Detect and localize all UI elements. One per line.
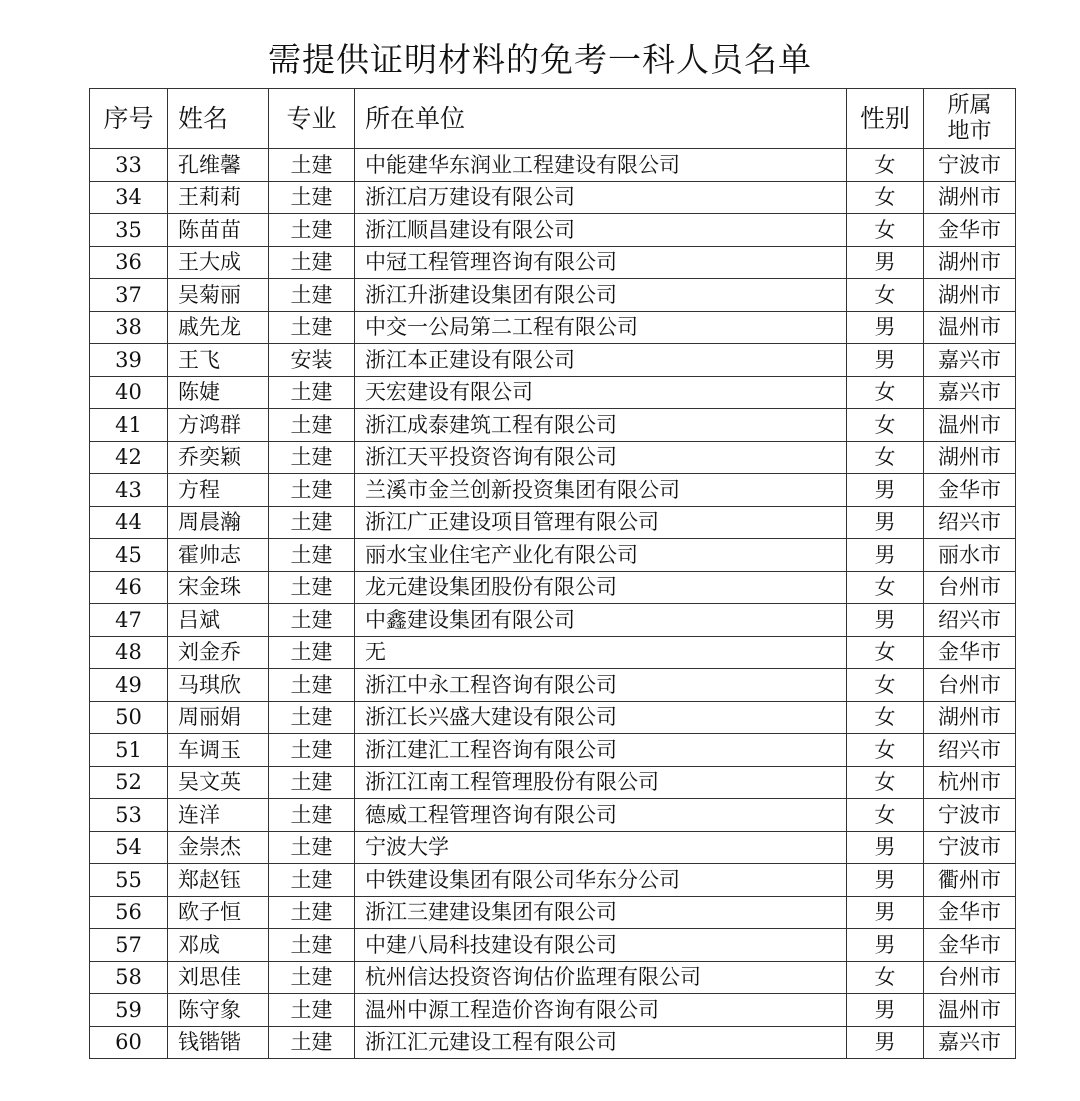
table-row bbox=[90, 669, 1016, 702]
cell-city: 金华市 bbox=[924, 896, 1016, 929]
cell-specialty: 土建 bbox=[269, 409, 355, 442]
cell-city: 宁波市 bbox=[924, 799, 1016, 832]
table-row bbox=[90, 994, 1016, 1027]
cell-name: 方程 bbox=[168, 474, 269, 507]
cell-city: 绍兴市 bbox=[924, 506, 1016, 539]
cell-specialty: 土建 bbox=[269, 604, 355, 637]
cell-specialty: 土建 bbox=[269, 149, 355, 182]
cell-seq: 51 bbox=[90, 734, 168, 767]
table-row bbox=[90, 409, 1016, 442]
cell-specialty: 安装 bbox=[269, 344, 355, 377]
header-city-line1: 所属 bbox=[947, 92, 992, 118]
cell-specialty: 土建 bbox=[269, 181, 355, 214]
cell-name: 吴文英 bbox=[168, 766, 269, 799]
cell-unit: 中交一公局第二工程有限公司 bbox=[355, 311, 847, 344]
cell-gender: 男 bbox=[847, 344, 924, 377]
cell-unit: 温州中源工程造价咨询有限公司 bbox=[355, 994, 847, 1027]
table-row bbox=[90, 279, 1016, 312]
cell-gender: 女 bbox=[847, 214, 924, 247]
cell-unit: 浙江启万建设有限公司 bbox=[355, 181, 847, 214]
cell-name: 金崇杰 bbox=[168, 831, 269, 864]
cell-unit: 德威工程管理咨询有限公司 bbox=[355, 799, 847, 832]
cell-city: 宁波市 bbox=[924, 149, 1016, 182]
cell-unit: 中鑫建设集团有限公司 bbox=[355, 604, 847, 637]
table-row bbox=[90, 636, 1016, 669]
cell-seq: 39 bbox=[90, 344, 168, 377]
cell-unit: 中冠工程管理咨询有限公司 bbox=[355, 246, 847, 279]
cell-city: 绍兴市 bbox=[924, 604, 1016, 637]
cell-unit: 中能建华东润业工程建设有限公司 bbox=[355, 149, 847, 182]
cell-name: 连洋 bbox=[168, 799, 269, 832]
cell-gender: 女 bbox=[847, 734, 924, 767]
cell-unit: 浙江升浙建设集团有限公司 bbox=[355, 279, 847, 312]
cell-gender: 女 bbox=[847, 279, 924, 312]
table-row bbox=[90, 929, 1016, 962]
cell-seq: 45 bbox=[90, 539, 168, 572]
header-city bbox=[924, 89, 1016, 149]
cell-gender: 女 bbox=[847, 149, 924, 182]
cell-name: 郑赵钰 bbox=[168, 864, 269, 897]
cell-specialty: 土建 bbox=[269, 734, 355, 767]
cell-gender: 女 bbox=[847, 669, 924, 702]
header-specialty: 专业 bbox=[269, 89, 355, 149]
cell-seq: 57 bbox=[90, 929, 168, 962]
cell-unit: 浙江长兴盛大建设有限公司 bbox=[355, 701, 847, 734]
cell-gender: 男 bbox=[847, 864, 924, 897]
cell-specialty: 土建 bbox=[269, 441, 355, 474]
cell-unit: 天宏建设有限公司 bbox=[355, 376, 847, 409]
cell-city: 温州市 bbox=[924, 994, 1016, 1027]
cell-gender: 男 bbox=[847, 311, 924, 344]
cell-name: 王飞 bbox=[168, 344, 269, 377]
personnel-table bbox=[89, 88, 1016, 1059]
cell-specialty: 土建 bbox=[269, 896, 355, 929]
table-row bbox=[90, 376, 1016, 409]
cell-specialty: 土建 bbox=[269, 831, 355, 864]
cell-seq: 34 bbox=[90, 181, 168, 214]
cell-name: 周晨瀚 bbox=[168, 506, 269, 539]
cell-seq: 52 bbox=[90, 766, 168, 799]
cell-unit: 无 bbox=[355, 636, 847, 669]
table-row bbox=[90, 961, 1016, 994]
cell-gender: 女 bbox=[847, 766, 924, 799]
table-header-row bbox=[90, 89, 1016, 149]
cell-specialty: 土建 bbox=[269, 864, 355, 897]
cell-seq: 40 bbox=[90, 376, 168, 409]
cell-seq: 60 bbox=[90, 1026, 168, 1059]
cell-unit: 丽水宝业住宅产业化有限公司 bbox=[355, 539, 847, 572]
table-body bbox=[90, 149, 1016, 1059]
cell-unit: 浙江三建建设集团有限公司 bbox=[355, 896, 847, 929]
table-row bbox=[90, 311, 1016, 344]
cell-seq: 58 bbox=[90, 961, 168, 994]
cell-name: 车调玉 bbox=[168, 734, 269, 767]
cell-gender: 女 bbox=[847, 441, 924, 474]
cell-seq: 42 bbox=[90, 441, 168, 474]
cell-city: 绍兴市 bbox=[924, 734, 1016, 767]
header-seq: 序号 bbox=[90, 89, 168, 149]
table-row bbox=[90, 149, 1016, 182]
cell-unit: 兰溪市金兰创新投资集团有限公司 bbox=[355, 474, 847, 507]
cell-gender: 男 bbox=[847, 1026, 924, 1059]
cell-name: 乔奕颖 bbox=[168, 441, 269, 474]
cell-seq: 48 bbox=[90, 636, 168, 669]
cell-gender: 男 bbox=[847, 994, 924, 1027]
cell-seq: 54 bbox=[90, 831, 168, 864]
cell-seq: 49 bbox=[90, 669, 168, 702]
table-row bbox=[90, 864, 1016, 897]
cell-specialty: 土建 bbox=[269, 474, 355, 507]
table-row bbox=[90, 539, 1016, 572]
cell-unit: 中建八局科技建设有限公司 bbox=[355, 929, 847, 962]
cell-specialty: 土建 bbox=[269, 539, 355, 572]
cell-specialty: 土建 bbox=[269, 994, 355, 1027]
cell-gender: 男 bbox=[847, 474, 924, 507]
cell-name: 刘思佳 bbox=[168, 961, 269, 994]
cell-name: 邓成 bbox=[168, 929, 269, 962]
cell-city: 台州市 bbox=[924, 571, 1016, 604]
cell-unit: 浙江顺昌建设有限公司 bbox=[355, 214, 847, 247]
header-name: 姓名 bbox=[168, 89, 269, 149]
cell-name: 刘金乔 bbox=[168, 636, 269, 669]
cell-seq: 41 bbox=[90, 409, 168, 442]
cell-name: 宋金珠 bbox=[168, 571, 269, 604]
header-unit: 所在单位 bbox=[355, 89, 847, 149]
cell-city: 金华市 bbox=[924, 474, 1016, 507]
cell-city: 温州市 bbox=[924, 311, 1016, 344]
cell-city: 嘉兴市 bbox=[924, 344, 1016, 377]
cell-city: 丽水市 bbox=[924, 539, 1016, 572]
table-row bbox=[90, 896, 1016, 929]
cell-city: 衢州市 bbox=[924, 864, 1016, 897]
cell-city: 嘉兴市 bbox=[924, 1026, 1016, 1059]
cell-name: 钱锴锴 bbox=[168, 1026, 269, 1059]
cell-city: 宁波市 bbox=[924, 831, 1016, 864]
cell-name: 霍帅志 bbox=[168, 539, 269, 572]
cell-city: 湖州市 bbox=[924, 279, 1016, 312]
cell-specialty: 土建 bbox=[269, 799, 355, 832]
document-title: 需提供证明材料的免考一科人员名单 bbox=[268, 40, 812, 79]
table-row bbox=[90, 604, 1016, 637]
cell-specialty: 土建 bbox=[269, 214, 355, 247]
cell-seq: 56 bbox=[90, 896, 168, 929]
cell-seq: 33 bbox=[90, 149, 168, 182]
table-row bbox=[90, 799, 1016, 832]
cell-seq: 36 bbox=[90, 246, 168, 279]
table-row bbox=[90, 506, 1016, 539]
cell-unit: 浙江广正建设项目管理有限公司 bbox=[355, 506, 847, 539]
cell-name: 周丽娟 bbox=[168, 701, 269, 734]
cell-name: 陈婕 bbox=[168, 376, 269, 409]
cell-unit: 浙江中永工程咨询有限公司 bbox=[355, 669, 847, 702]
cell-city: 金华市 bbox=[924, 636, 1016, 669]
cell-seq: 46 bbox=[90, 571, 168, 604]
cell-unit: 浙江建汇工程咨询有限公司 bbox=[355, 734, 847, 767]
cell-seq: 43 bbox=[90, 474, 168, 507]
cell-specialty: 土建 bbox=[269, 246, 355, 279]
table-row bbox=[90, 571, 1016, 604]
cell-gender: 女 bbox=[847, 636, 924, 669]
cell-city: 杭州市 bbox=[924, 766, 1016, 799]
cell-name: 陈苗苗 bbox=[168, 214, 269, 247]
cell-name: 王大成 bbox=[168, 246, 269, 279]
cell-city: 湖州市 bbox=[924, 441, 1016, 474]
cell-specialty: 土建 bbox=[269, 701, 355, 734]
cell-unit: 浙江本正建设有限公司 bbox=[355, 344, 847, 377]
cell-name: 吕斌 bbox=[168, 604, 269, 637]
table-row bbox=[90, 701, 1016, 734]
table-row bbox=[90, 441, 1016, 474]
cell-city: 湖州市 bbox=[924, 701, 1016, 734]
cell-name: 欧子恒 bbox=[168, 896, 269, 929]
cell-name: 马琪欣 bbox=[168, 669, 269, 702]
cell-seq: 35 bbox=[90, 214, 168, 247]
cell-specialty: 土建 bbox=[269, 311, 355, 344]
cell-specialty: 土建 bbox=[269, 506, 355, 539]
cell-gender: 女 bbox=[847, 181, 924, 214]
table-row bbox=[90, 181, 1016, 214]
cell-unit: 宁波大学 bbox=[355, 831, 847, 864]
cell-unit: 杭州信达投资咨询估价监理有限公司 bbox=[355, 961, 847, 994]
cell-seq: 59 bbox=[90, 994, 168, 1027]
cell-gender: 女 bbox=[847, 571, 924, 604]
cell-name: 陈守象 bbox=[168, 994, 269, 1027]
cell-gender: 男 bbox=[847, 831, 924, 864]
table-row bbox=[90, 344, 1016, 377]
cell-specialty: 土建 bbox=[269, 929, 355, 962]
cell-gender: 男 bbox=[847, 539, 924, 572]
cell-city: 台州市 bbox=[924, 669, 1016, 702]
cell-gender: 女 bbox=[847, 409, 924, 442]
table-row bbox=[90, 246, 1016, 279]
cell-city: 金华市 bbox=[924, 214, 1016, 247]
table-row bbox=[90, 766, 1016, 799]
cell-name: 方鸿群 bbox=[168, 409, 269, 442]
cell-unit: 浙江汇元建设工程有限公司 bbox=[355, 1026, 847, 1059]
cell-gender: 男 bbox=[847, 604, 924, 637]
table-row bbox=[90, 734, 1016, 767]
cell-specialty: 土建 bbox=[269, 669, 355, 702]
cell-specialty: 土建 bbox=[269, 766, 355, 799]
table-row bbox=[90, 1026, 1016, 1059]
cell-gender: 男 bbox=[847, 506, 924, 539]
cell-specialty: 土建 bbox=[269, 571, 355, 604]
cell-specialty: 土建 bbox=[269, 279, 355, 312]
cell-gender: 女 bbox=[847, 961, 924, 994]
cell-unit: 浙江江南工程管理股份有限公司 bbox=[355, 766, 847, 799]
cell-unit: 浙江成泰建筑工程有限公司 bbox=[355, 409, 847, 442]
cell-city: 嘉兴市 bbox=[924, 376, 1016, 409]
cell-specialty: 土建 bbox=[269, 376, 355, 409]
cell-seq: 53 bbox=[90, 799, 168, 832]
cell-city: 金华市 bbox=[924, 929, 1016, 962]
cell-city: 温州市 bbox=[924, 409, 1016, 442]
cell-gender: 女 bbox=[847, 799, 924, 832]
cell-gender: 女 bbox=[847, 701, 924, 734]
cell-gender: 女 bbox=[847, 376, 924, 409]
cell-gender: 男 bbox=[847, 246, 924, 279]
cell-seq: 55 bbox=[90, 864, 168, 897]
cell-unit: 龙元建设集团股份有限公司 bbox=[355, 571, 847, 604]
cell-name: 王莉莉 bbox=[168, 181, 269, 214]
cell-specialty: 土建 bbox=[269, 961, 355, 994]
cell-seq: 38 bbox=[90, 311, 168, 344]
cell-gender: 男 bbox=[847, 896, 924, 929]
cell-gender: 男 bbox=[847, 929, 924, 962]
cell-seq: 47 bbox=[90, 604, 168, 637]
cell-specialty: 土建 bbox=[269, 636, 355, 669]
table-row bbox=[90, 831, 1016, 864]
table-row bbox=[90, 214, 1016, 247]
cell-city: 台州市 bbox=[924, 961, 1016, 994]
header-gender: 性别 bbox=[847, 89, 924, 149]
cell-city: 湖州市 bbox=[924, 181, 1016, 214]
cell-unit: 中铁建设集团有限公司华东分公司 bbox=[355, 864, 847, 897]
cell-specialty: 土建 bbox=[269, 1026, 355, 1059]
cell-name: 戚先龙 bbox=[168, 311, 269, 344]
cell-seq: 44 bbox=[90, 506, 168, 539]
cell-seq: 37 bbox=[90, 279, 168, 312]
header-city-line2: 地市 bbox=[947, 118, 992, 144]
cell-unit: 浙江天平投资咨询有限公司 bbox=[355, 441, 847, 474]
cell-city: 湖州市 bbox=[924, 246, 1016, 279]
cell-seq: 50 bbox=[90, 701, 168, 734]
cell-name: 吴菊丽 bbox=[168, 279, 269, 312]
cell-name: 孔维馨 bbox=[168, 149, 269, 182]
table-row bbox=[90, 474, 1016, 507]
